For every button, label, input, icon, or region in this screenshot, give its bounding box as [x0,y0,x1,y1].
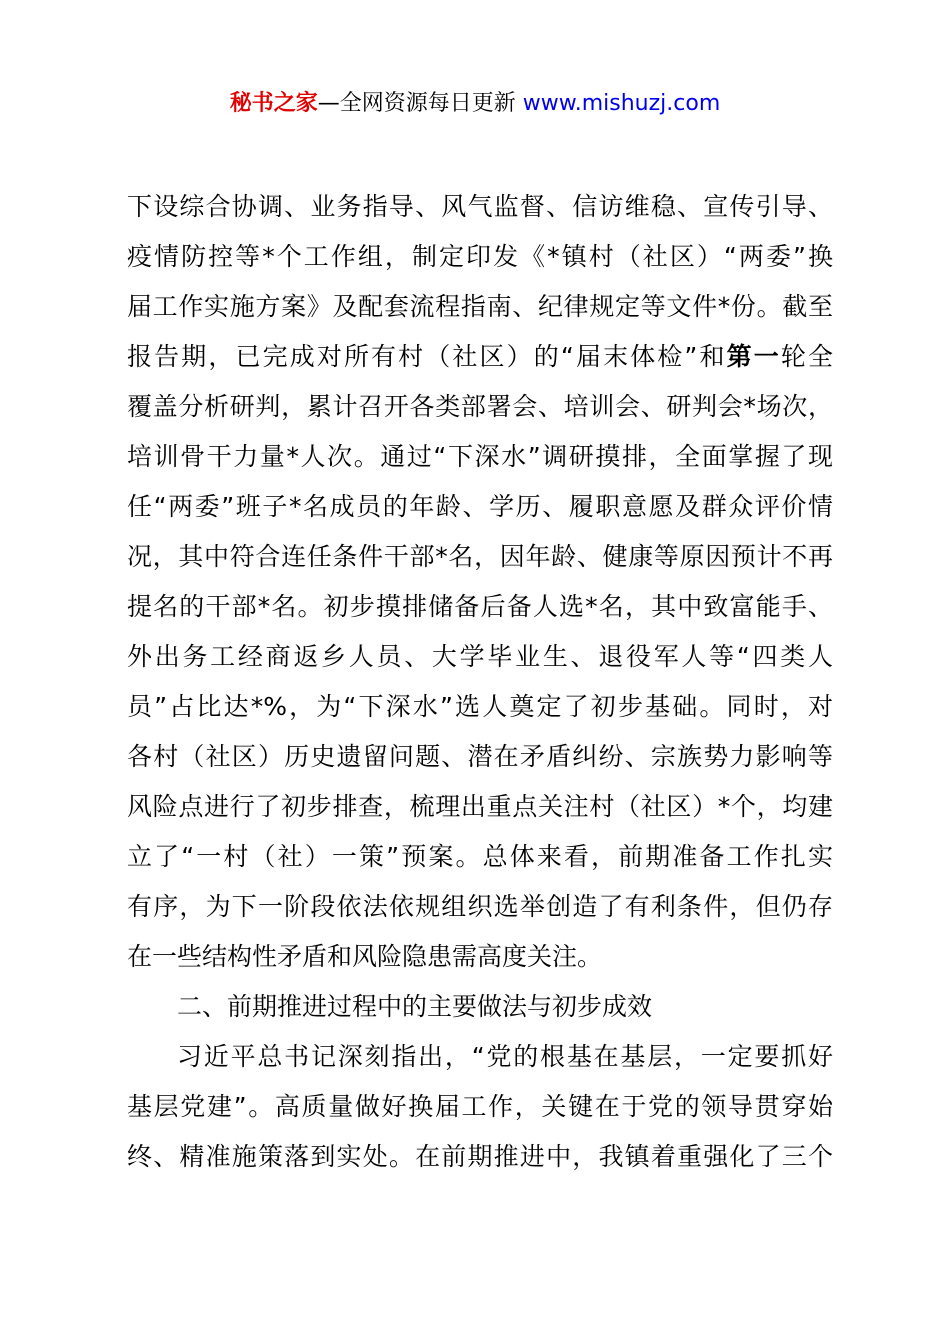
bold-emphasis: 第一 [726,342,781,371]
body-line: 各村（社区）历史遗留问题、潜在矛盾纠纷、宗族势力影响等 [127,742,833,771]
body-line: 风险点进行了初步排查，梳理出重点关注村（社区）*个，均建 [127,792,833,821]
body-line-text: 报告期，已完成对所有村（社区）的“届末体检”和 [127,342,727,371]
body-line-tail: 轮全 [780,342,833,371]
body-line: 覆盖分析研判，累计召开各类部署会、培训会、研判会*场次， [127,392,833,421]
body-line: 培训骨干力量*人次。通过“下深水”调研摸排，全面掌握了现 [127,442,833,471]
body-line: 终、精准施策落到实处。在前期推进中，我镇着重强化了三个 [127,1142,833,1171]
page-header [0,86,950,122]
document-body [127,182,833,1182]
body-line: 基层党建”。高质量做好换届工作，关键在于党的领导贯穿始 [127,1092,833,1121]
body-line: 在一些结构性矛盾和风险隐患需高度关注。 [127,942,603,971]
body-line: 员”占比达*%，为“下深水”选人奠定了初步基础。同时，对 [127,692,833,721]
body-line-with-bold [127,332,833,382]
body-line: 任“两委”班子*名成员的年龄、学历、履职意愿及群众评价情 [127,492,833,521]
header-tagline: —全网资源每日更新 [317,91,523,116]
body-line: 提名的干部*名。初步摸排储备后备人选*名，其中致富能手、 [127,592,833,621]
header-site-link[interactable]: www.mishuzj.com [522,91,721,116]
body-line: 况，其中符合连任条件干部*名，因年龄、健康等原因预计不再 [127,542,833,571]
body-line: 下设综合协调、业务指导、风气监督、信访维稳、宣传引导、 [127,192,833,221]
body-line: 立了“一村（社）一策”预案。总体来看，前期准备工作扎实 [127,842,833,871]
header-brand: 秘书之家 [229,91,318,116]
body-line: 疫情防控等*个工作组，制定印发《*镇村（社区）“两委”换 [127,242,833,271]
body-line: 习近平总书记深刻指出，“党的根基在基层，一定要抓好 [177,1042,833,1071]
body-line: 外出务工经商返乡人员、大学毕业生、退役军人等“四类人 [127,642,833,671]
body-line: 有序，为下一阶段依法依规组织选举创造了有利条件，但仍存 [127,892,833,921]
section-heading: 二、前期推进过程中的主要做法与初步成效 [177,992,653,1021]
body-line: 届工作实施方案》及配套流程指南、纪律规定等文件*份。截至 [127,292,833,321]
